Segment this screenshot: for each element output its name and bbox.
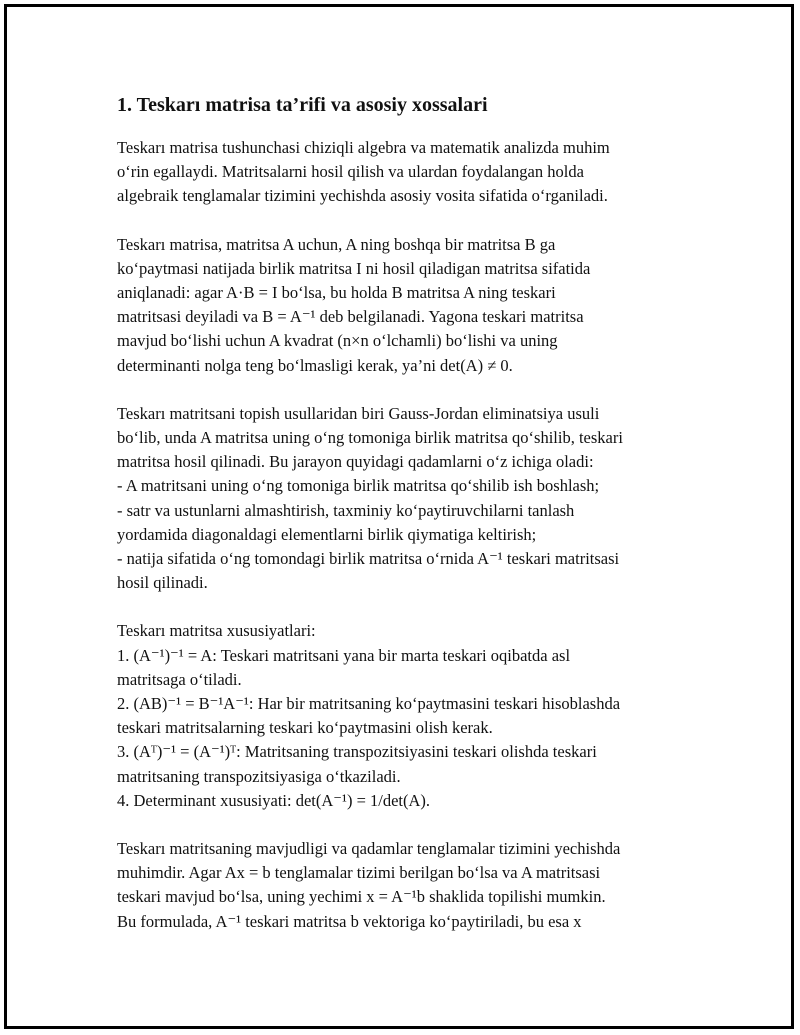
text-line: o‘rin egallaydi. Matritsalarni hosil qilish va ulardan foydalangan holda xyxy=(117,162,584,182)
text-line: hosil qilinadi. xyxy=(117,573,208,593)
text-line: Bu formulada, A⁻¹ teskari matritsa b vektoriga ko‘paytiriladi, bu esa x xyxy=(117,911,582,931)
paragraph-definition xyxy=(117,233,697,378)
text-line: matritsa hosil qilinadi. Bu jarayon quyidagi qadamlarni o‘z ichiga oladi: xyxy=(117,452,594,472)
text-line: Teskarı matritsani topish usullaridan biri Gauss-Jordan eliminatsiya usuli xyxy=(117,403,600,423)
text-line: aniqlanadi: agar A·B = I bo‘lsa, bu holda B matritsa A ning teskari xyxy=(117,283,556,303)
text-line: determinanti nolga teng bo‘lmasligi kerak, ya’ni det(A) ≠ 0. xyxy=(117,355,513,375)
text-line: teskari matritsalarning teskari ko‘paytmasini olish kerak. xyxy=(117,718,493,738)
paragraph-linear-systems xyxy=(117,837,697,934)
text-line: matritsaning transpozitsiyasiga o‘tkaziladi. xyxy=(117,766,401,786)
paragraph-properties xyxy=(117,619,697,813)
text-line: algebraik tenglamalar tizimini yechishda asosiy vosita sifatida o‘rganiladi. xyxy=(117,186,608,206)
paragraph-gauss-jordan xyxy=(117,402,697,596)
paragraph-intro xyxy=(117,136,697,209)
list-item: - A matritsani uning o‘ng tomoniga birlik matritsa qo‘shilib ish boshlash; xyxy=(117,476,600,496)
text-line: muhimdir. Agar Ax = b tenglamalar tizimi berilgan bo‘lsa va A matritsasi xyxy=(117,863,601,883)
text-line: matritsaga o‘tiladi. xyxy=(117,669,242,689)
text-line: ko‘paytmasi natijada birlik matritsa I ni hosil qiladigan matritsa sifatida xyxy=(117,258,591,278)
list-item: - satr va ustunlarni almashtirish, taxminiy ko‘paytiruvchilarni tanlash xyxy=(117,500,575,520)
document-body xyxy=(117,92,697,934)
text-line: matritsasi deyiladi va B = A⁻¹ deb belgilanadi. Yagona teskari matritsa xyxy=(117,307,584,327)
text-line: bo‘lib, unda A matritsa uning o‘ng tomoniga birlik matritsa qo‘shilib, teskari xyxy=(117,428,623,448)
text-line: Teskarı matrisa tushunchasi chiziqli algebra va matematik analizda muhim xyxy=(117,138,610,157)
text-line: Teskarı matritsaning mavjudligi va qadamlar tenglamalar tizimini yechishda xyxy=(117,839,621,859)
list-item: 1. (A⁻¹)⁻¹ = A: Teskari matritsani yana bir marta teskari oqibatda asl xyxy=(117,645,571,665)
text-line: teskari mavjud bo‘lsa, uning yechimi x = A⁻¹b shaklida topilishi mumkin. xyxy=(117,887,606,907)
section-heading: 1. Teskarı matrisa ta’rifi va asosiy xossalari xyxy=(117,94,488,116)
text-line: Teskarı matritsa xususiyatlari: xyxy=(117,621,316,641)
text-line: yordamida diagonaldagi elementlarni birlik qiymatiga keltirish; xyxy=(117,524,537,544)
text-line: mavjud bo‘lishi uchun A kvadrat (n×n o‘lchamli) bo‘lishi va uning xyxy=(117,331,558,351)
list-item: 4. Determinant xususiyati: det(A⁻¹) = 1/det(A). xyxy=(117,790,431,810)
list-item: 2. (AB)⁻¹ = B⁻¹A⁻¹: Har bir matritsaning ko‘paytmasini teskari hisoblashda xyxy=(117,694,621,714)
list-item: 3. (Aᵀ)⁻¹ = (A⁻¹)ᵀ: Matritsaning transpozitsiyasini teskari olishda teskari xyxy=(117,742,597,762)
list-item: - natija sifatida o‘ng tomondagi birlik matritsa o‘rnida A⁻¹ teskari matritsasi xyxy=(117,549,620,569)
text-line: Teskarı matrisa, matritsa A uchun, A ning boshqa bir matritsa B ga xyxy=(117,234,556,254)
